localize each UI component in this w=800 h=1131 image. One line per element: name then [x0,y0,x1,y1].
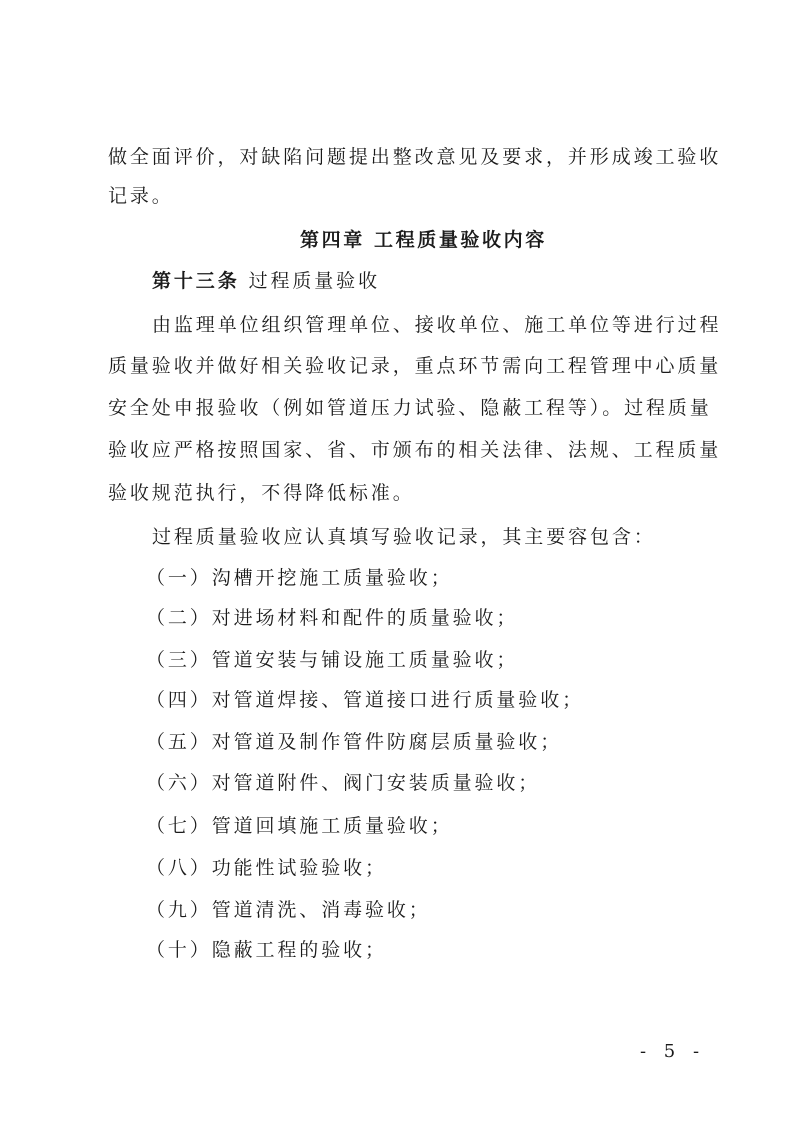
continuation-line-2: 记录。 [108,185,174,207]
list-item: （二）对进场材料和配件的质量验收； [146,607,519,629]
chapter-heading: 第四章 工程质量验收内容 [300,229,547,251]
list-item: （十）隐蔽工程的验收； [146,939,387,961]
list-item: （四）对管道焊接、管道接口进行质量验收； [146,689,585,711]
paragraph-1-line-2: 质量验收并做好相关验收记录，重点环节需向工程管理中心质量 [108,355,722,377]
list-item: （五）对管道及制作管件防腐层质量验收； [146,731,563,753]
article-number: 第十三条 [152,270,240,292]
list-item: （七）管道回填施工质量验收； [146,815,453,837]
paragraph-1-line-3: 安全处申报验收（例如管道压力试验、隐蔽工程等）。过程质量 [108,397,712,419]
list-item: （三）管道安装与铺设施工质量验收； [146,649,519,671]
article-heading [152,267,752,295]
list-item: （八）功能性试验验收； [146,857,387,879]
list-item: （九）管道清洗、消毒验收； [146,899,431,921]
list-item: （六）对管道附件、阀门安装质量验收； [146,772,541,794]
paragraph-1-line-5: 验收规范执行，不得降低标准。 [108,482,415,504]
paragraph-2: 过程质量验收应认真填写验收记录，其主要容包含： [152,526,656,548]
list-item: （一）沟槽开挖施工质量验收； [146,567,453,589]
article-title: 过程质量验收 [248,270,380,292]
paragraph-1-line-1: 由监理单位组织管理单位、接收单位、施工单位等进行过程 [152,314,722,336]
continuation-line-1: 做全面评价，对缺陷问题提出整改意见及要求，并形成竣工验收 [108,146,722,168]
page-number: - 5 - [640,1041,706,1062]
paragraph-1-line-4: 验收应严格按照国家、省、市颁布的相关法律、法规、工程质量 [108,439,722,461]
